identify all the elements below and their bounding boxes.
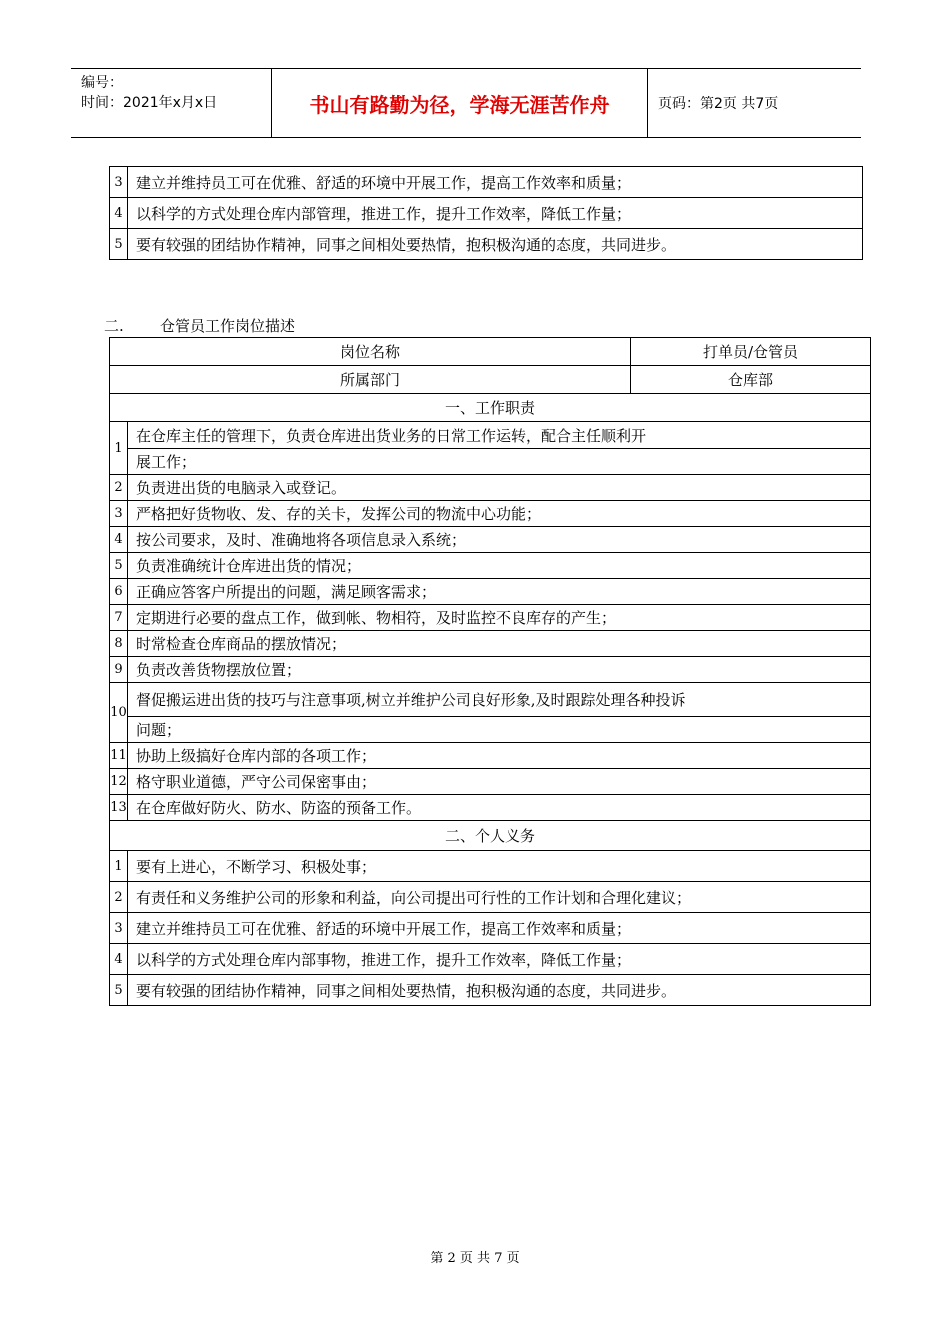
row-text: 格守职业道德，严守公司保密事由；: [128, 769, 871, 795]
table-row: [110, 553, 871, 579]
section-number: 二.: [104, 317, 124, 335]
table-row: [110, 657, 871, 683]
row-number: 11: [110, 743, 128, 769]
duty-number: 10: [110, 683, 128, 743]
row-text: 负责改善货物摆放位置；: [128, 657, 871, 683]
row-number: 13: [110, 795, 128, 821]
row-number: 3: [110, 913, 128, 944]
row-text: 以科学的方式处理仓库内部管理，推进工作，提升工作效率，降低工作量；: [128, 198, 863, 229]
duty-row-cont: [110, 449, 871, 475]
row-number: 6: [110, 579, 128, 605]
duty-text: 展工作；: [128, 449, 871, 475]
row-text: 要有较强的团结协作精神，同事之间相处要热情，抱积极沟通的态度，共同进步。: [128, 229, 863, 260]
table-row: [110, 501, 871, 527]
table-row: [110, 882, 871, 913]
row-number: 8: [110, 631, 128, 657]
duty-text: 问题；: [128, 717, 871, 743]
page-label: 页码：第2页 共7页: [658, 96, 779, 112]
dept-row: [110, 366, 871, 394]
table-row: [110, 198, 863, 229]
page-footer: 第 2 页 共 7 页: [430, 1251, 520, 1266]
post-label: 岗位名称: [110, 338, 631, 366]
table-row: [110, 851, 871, 882]
row-number: 4: [110, 527, 128, 553]
section-heading: [104, 315, 295, 336]
header-meta: [71, 69, 272, 137]
table-row: [110, 229, 863, 260]
row-text: 严格把好货物收、发、存的关卡，发挥公司的物流中心功能；: [128, 501, 871, 527]
row-text: 定期进行必要的盘点工作，做到帐、物相符，及时监控不良库存的产生；: [128, 605, 871, 631]
duty-row: [110, 422, 871, 449]
row-text: 建立并维持员工可在优雅、舒适的环境中开展工作，提高工作效率和质量；: [128, 167, 863, 198]
section-title: 仓管员工作岗位描述: [160, 317, 296, 335]
row-text: 负责进出货的电脑录入或登记。: [128, 475, 871, 501]
row-number: 12: [110, 769, 128, 795]
obligations-heading: 二、个人义务: [110, 821, 871, 851]
duties-heading-row: [110, 394, 871, 422]
row-text: 在仓库做好防火、防水、防盗的预备工作。: [128, 795, 871, 821]
table-row: [110, 769, 871, 795]
table-row: [110, 795, 871, 821]
table-row: [110, 631, 871, 657]
page-header: [71, 68, 861, 138]
row-number: 5: [110, 553, 128, 579]
table-row: [110, 605, 871, 631]
top-table: [109, 166, 863, 260]
row-number: 5: [110, 975, 128, 1006]
job-table: [109, 337, 871, 1006]
row-number: 7: [110, 605, 128, 631]
dept-label: 所属部门: [110, 366, 631, 394]
duty-row: [110, 683, 871, 717]
row-text: 正确应答客户所提出的问题，满足顾客需求；: [128, 579, 871, 605]
post-value: 打单员/仓管员: [631, 338, 871, 366]
duty-text: 在仓库主任的管理下，负责仓库进出货业务的日常工作运转，配合主任顺利开: [128, 422, 871, 449]
row-text: 要有较强的团结协作精神，同事之间相处要热情，抱积极沟通的态度，共同进步。: [128, 975, 871, 1006]
row-number: 2: [110, 882, 128, 913]
row-text: 负责准确统计仓库进出货的情况；: [128, 553, 871, 579]
row-text: 建立并维持员工可在优雅、舒适的环境中开展工作，提高工作效率和质量；: [128, 913, 871, 944]
header-slogan: 书山有路勤为径，学海无涯苦作舟: [272, 69, 648, 137]
row-number: 4: [110, 944, 128, 975]
table-row: [110, 944, 871, 975]
row-number: 3: [110, 167, 128, 198]
row-number: 2: [110, 475, 128, 501]
table-row: [110, 475, 871, 501]
row-text: 协助上级搞好仓库内部的各项工作；: [128, 743, 871, 769]
table-row: [110, 167, 863, 198]
table-row: [110, 913, 871, 944]
duty-row-cont: [110, 717, 871, 743]
row-text: 以科学的方式处理仓库内部事物，推进工作，提升工作效率，降低工作量；: [128, 944, 871, 975]
duty-number: 1: [110, 422, 128, 475]
row-text: 有责任和义务维护公司的形象和利益，向公司提出可行性的工作计划和合理化建议；: [128, 882, 871, 913]
row-text: 时常检查仓库商品的摆放情况；: [128, 631, 871, 657]
row-number: 3: [110, 501, 128, 527]
row-number: 5: [110, 229, 128, 260]
table-row: [110, 579, 871, 605]
duty-text: 督促搬运进出货的技巧与注意事项,树立并维护公司良好形象,及时跟踪处理各种投诉: [128, 683, 871, 717]
table-row: [110, 975, 871, 1006]
obligations-heading-row: [110, 821, 871, 851]
number-label: 编号：: [81, 75, 123, 91]
row-text: 要有上进心，不断学习、积极处事；: [128, 851, 871, 882]
table-row: [110, 527, 871, 553]
time-label: 时间：2021年x月x日: [81, 95, 218, 111]
row-number: 9: [110, 657, 128, 683]
duties-heading: 一、工作职责: [110, 394, 871, 422]
dept-value: 仓库部: [631, 366, 871, 394]
row-number: 1: [110, 851, 128, 882]
table-row: [110, 743, 871, 769]
row-number: 4: [110, 198, 128, 229]
post-row: [110, 338, 871, 366]
row-text: 按公司要求，及时、准确地将各项信息录入系统；: [128, 527, 871, 553]
